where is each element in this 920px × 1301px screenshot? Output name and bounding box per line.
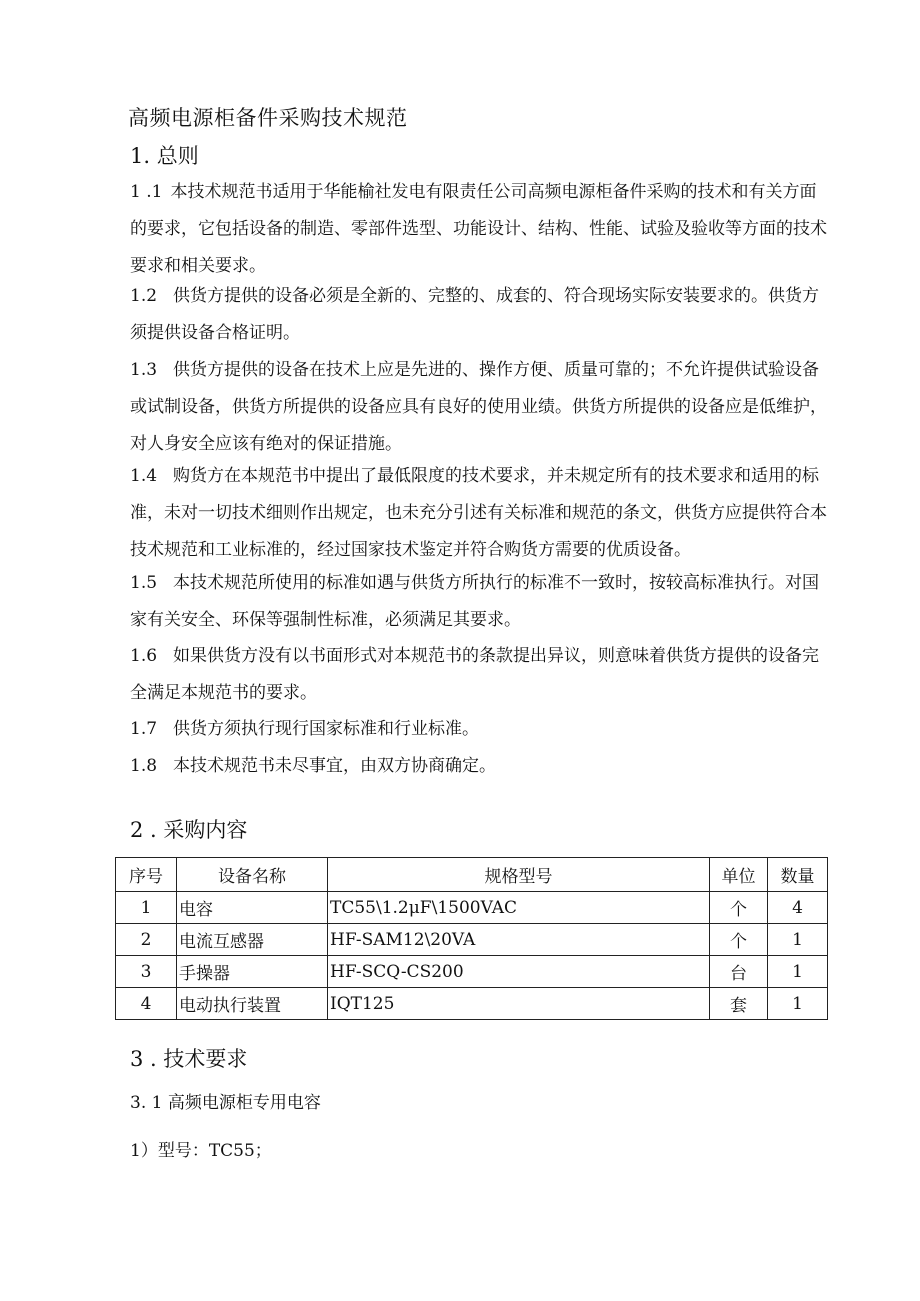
cell-unit: 个 [710,892,768,924]
clause-1-8 [130,748,830,785]
clause-number: 1.5 [130,573,158,593]
document-title: 高频电源柜备件采购技术规范 [128,106,408,130]
cell-quantity: 4 [768,892,828,924]
cell-spec-model: IQT125 [328,988,710,1020]
cell-device-name: 电动执行装置 [177,988,328,1020]
cell-spec-model: TC55\1.2μF\1500VAC [328,892,710,924]
clause-text: 本技术规范书适用于华能榆社发电有限责任公司高频电源柜备件采购的技术和有关方面的要求，它包括设备的制造、零部件选型、功能设计、结构、性能、试验及验收等方面的技术要求和相关要求。 [130,182,827,276]
clause-1-5 [130,565,830,639]
clause-text: 供货方提供的设备在技术上应是先进的、操作方便、质量可靠的；不允许提供试验设备或试制设备，供货方所提供的设备应具有良好的使用业绩。供货方所提供的设备应是低维护，对人身安全应该有绝对的保证措施。 [130,360,827,454]
procurement-table [115,857,828,1020]
clause-number: 1.4 [130,466,158,486]
subsection-3-1: 3. 1 高频电源柜专用电容 [130,1093,321,1113]
table-row [116,988,828,1020]
clause-text: 供货方须执行现行国家标准和行业标准。 [173,719,480,739]
cell-unit: 台 [710,956,768,988]
clause-1-3 [130,352,830,463]
cell-unit: 套 [710,988,768,1020]
clause-text: 购货方在本规范书中提出了最低限度的技术要求，并未规定所有的技术要求和适用的标准，未对一切技术细则作出规定，也未充分引述有关标准和规范的条文，供货方应提供符合本技术规范和工业标准的，经过国家技术鉴定并符合购货方需要的优质设备。 [130,466,827,560]
clause-text: 如果供货方没有以书面形式对本规范书的条款提出异议，则意味着供货方提供的设备完全满足本规范书的要求。 [130,646,820,703]
clause-1-4 [130,458,830,569]
cell-spec-model: HF-SAM12\20VA [328,924,710,956]
section-2-heading: 2 . 采购内容 [130,818,248,842]
cell-quantity: 1 [768,956,828,988]
cell-device-name: 电流互感器 [177,924,328,956]
header-unit: 单位 [710,858,768,892]
table-header-row [116,858,828,892]
clause-text: 本技术规范所使用的标准如遇与供货方所执行的标准不一致时，按较高标准执行。对国家有关安全、环保等强制性标准，必须满足其要求。 [130,573,820,630]
cell-serial: 4 [116,988,177,1020]
clause-text: 本技术规范书未尽事宜，由双方协商确定。 [173,756,497,776]
section-3-heading: 3 . 技术要求 [130,1047,248,1071]
cell-unit: 个 [710,924,768,956]
section-1-heading: 1. 总则 [130,144,199,168]
header-quantity: 数量 [768,858,828,892]
requirement-item-1: 1）型号：TC55； [130,1141,272,1161]
cell-quantity: 1 [768,924,828,956]
header-device-name: 设备名称 [177,858,328,892]
clause-number: 1.7 [130,719,158,739]
header-spec-model: 规格型号 [328,858,710,892]
table-row [116,956,828,988]
clause-1-7 [130,711,830,748]
clause-1-2 [130,278,830,352]
clause-number: 1.2 [130,286,158,306]
cell-serial: 3 [116,956,177,988]
table-row [116,892,828,924]
cell-serial: 1 [116,892,177,924]
cell-spec-model: HF-SCQ-CS200 [328,956,710,988]
clause-number: 1.3 [130,360,158,380]
clause-1-6 [130,638,830,712]
clause-number: 1 .1 [130,182,163,202]
cell-device-name: 电容 [177,892,328,924]
cell-device-name: 手操器 [177,956,328,988]
table-row [116,924,828,956]
clause-text: 供货方提供的设备必须是全新的、完整的、成套的、符合现场实际安装要求的。供货方须提供设备合格证明。 [130,286,820,343]
clause-number: 1.8 [130,756,158,776]
cell-quantity: 1 [768,988,828,1020]
cell-serial: 2 [116,924,177,956]
header-serial: 序号 [116,858,177,892]
clause-1-1 [130,174,830,285]
clause-number: 1.6 [130,646,158,666]
